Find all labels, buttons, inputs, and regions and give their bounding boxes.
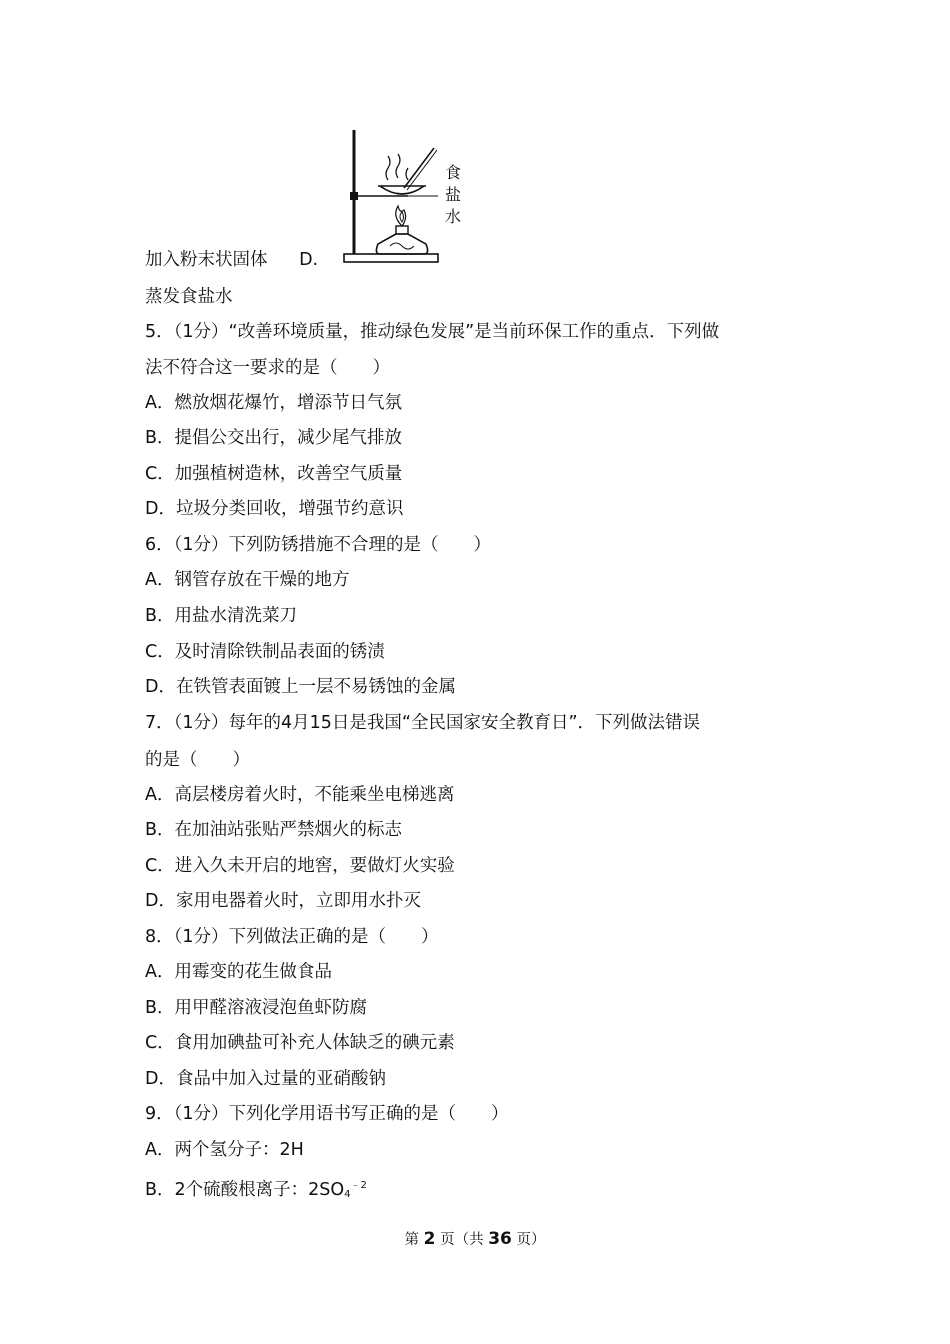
q4-option-c-row	[145, 248, 318, 272]
figure-label-char-3: 水	[444, 207, 461, 226]
q6-stem-line1: 6．（1分）下列防锈措施不合理的是（ ）	[145, 535, 492, 555]
q5-option-d: D．垃圾分类回收，增强节约意识	[145, 499, 404, 519]
q7-option-b: B．在加油站张贴严禁烟火的标志	[145, 820, 403, 840]
footer-pre: 第	[404, 1232, 420, 1248]
q8-option-b: B．用甲醛溶液浸泡鱼虾防腐	[145, 998, 368, 1018]
footer-page-number: 2	[423, 1229, 436, 1249]
figure-label-char-1: 食	[444, 163, 461, 182]
q5-stem-line2: 法不符合这一要求的是（ ）	[145, 358, 390, 378]
q5-stem-line1: 5．（1分）“改善环境质量，推动绿色发展”是当前环保工作的重点．下列做	[145, 322, 720, 342]
q5-option-a: A．燃放烟花爆竹，增添节日气氛	[145, 393, 402, 413]
q9-option-a: A．两个氢分子：2H	[145, 1140, 304, 1160]
q4-option-d-text: 蒸发食盐水	[145, 287, 233, 307]
footer-total-pages: 36	[488, 1229, 512, 1249]
q9-option-b-subscript: 4	[344, 1189, 351, 1200]
q9-option-b-superscript: ﹣2	[350, 1180, 367, 1191]
q6-option-a: A．钢管存放在干燥的地方	[145, 570, 350, 590]
evaporation-apparatus-figure	[340, 126, 470, 268]
q4-option-d-label: D.	[299, 250, 319, 270]
figure-label-char-2: 盐	[444, 185, 461, 204]
q6-option-d: D．在铁管表面镀上一层不易锈蚀的金属	[145, 677, 456, 697]
q5-option-b: B．提倡公交出行，减少尾气排放	[145, 428, 403, 448]
q7-stem-line2: 的是（ ）	[145, 750, 250, 770]
q4-option-c-text: 加入粉末状固体	[145, 250, 268, 270]
page-footer	[0, 1228, 950, 1249]
q8-stem-line1: 8．（1分）下列做法正确的是（ ）	[145, 927, 439, 947]
q8-option-d: D．食品中加入过量的亚硝酸钠	[145, 1069, 386, 1089]
q6-option-b: B．用盐水清洗菜刀	[145, 606, 298, 626]
q8-option-c: C．食用加碘盐可补充人体缺乏的碘元素	[145, 1033, 455, 1053]
footer-mid: 页（共	[440, 1232, 484, 1248]
q7-option-d: D．家用电器着火时，立即用水扑灭	[145, 891, 421, 911]
figure-label-salt-water	[443, 162, 463, 228]
q6-option-c: C．及时清除铁制品表面的锈渍	[145, 642, 385, 662]
q9-stem-line1: 9．（1分）下列化学用语书写正确的是（ ）	[145, 1104, 509, 1124]
q9-option-b-prefix: B．2个硫酸根离子：2SO	[145, 1180, 345, 1200]
q7-option-a: A．高层楼房着火时，不能乘坐电梯逃离	[145, 785, 455, 805]
q9-option-b	[145, 1174, 367, 1207]
q8-option-a: A．用霉变的花生做食品	[145, 962, 332, 982]
q7-option-c: C．进入久未开启的地窖，要做灯火实验	[145, 856, 455, 876]
q5-option-c: C．加强植树造林，改善空气质量	[145, 464, 403, 484]
q7-stem-line1: 7．（1分）每年的4月15日是我国“全民国家安全教育日”．下列做法错误	[145, 713, 701, 733]
footer-post: 页）	[516, 1232, 546, 1248]
